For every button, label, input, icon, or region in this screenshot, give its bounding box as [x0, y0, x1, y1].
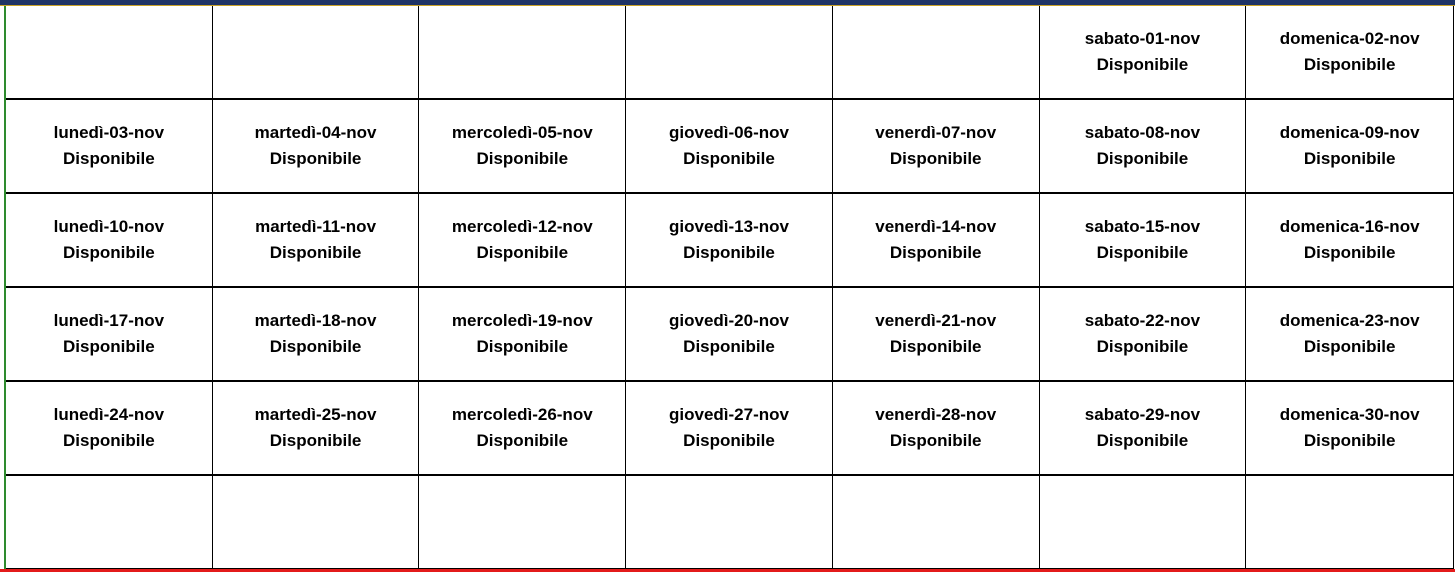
- cell-day-label: martedì-25-nov: [254, 405, 377, 424]
- cell-status-label: Disponibile: [683, 337, 775, 356]
- cell-status-label: Disponibile: [269, 337, 362, 356]
- cell-status-label: Disponibile: [476, 149, 569, 168]
- cell-status-label: Disponibile: [1303, 431, 1396, 450]
- cell-status-label: Disponibile: [889, 337, 982, 356]
- calendar-cell[interactable]: [419, 476, 626, 570]
- calendar-cell[interactable]: [213, 194, 420, 288]
- calendar-cell[interactable]: [626, 476, 833, 570]
- cell-day-label: giovedì-13-nov: [669, 217, 789, 236]
- calendar-cell[interactable]: [213, 476, 420, 570]
- calendar-cell[interactable]: [6, 476, 213, 570]
- cell-status-label: Disponibile: [476, 431, 569, 450]
- calendar-cell[interactable]: [1246, 6, 1453, 100]
- cell-day-label: giovedì-20-nov: [669, 311, 789, 330]
- calendar-cell[interactable]: [626, 6, 833, 100]
- calendar-cell[interactable]: [6, 194, 213, 288]
- calendar-cell[interactable]: [833, 194, 1040, 288]
- calendar-cell[interactable]: [213, 382, 420, 476]
- cell-status-label: Disponibile: [476, 243, 569, 262]
- calendar-cell[interactable]: [6, 100, 213, 194]
- calendar-cell[interactable]: [419, 194, 626, 288]
- cell-day-label: lunedì-17-nov: [53, 311, 165, 330]
- cell-day-label: sabato-29-nov: [1084, 405, 1201, 424]
- calendar-cell[interactable]: [213, 288, 420, 382]
- cell-status-label: Disponibile: [476, 337, 569, 356]
- calendar-cell[interactable]: [626, 288, 833, 382]
- calendar-cell[interactable]: [626, 194, 833, 288]
- cell-day-label: lunedì-24-nov: [53, 405, 165, 424]
- calendar-cell[interactable]: [213, 100, 420, 194]
- calendar-cell[interactable]: [1246, 476, 1453, 570]
- calendar-cell[interactable]: [833, 476, 1040, 570]
- cell-day-label: domenica-16-nov: [1279, 217, 1420, 236]
- cell-day-label: domenica-23-nov: [1279, 311, 1420, 330]
- calendar-cell[interactable]: [1040, 476, 1247, 570]
- calendar-cell[interactable]: [1246, 382, 1453, 476]
- cell-status-label: Disponibile: [63, 149, 155, 168]
- cell-status-label: Disponibile: [1303, 55, 1396, 74]
- calendar-cell[interactable]: [213, 6, 420, 100]
- cell-status-label: Disponibile: [1096, 337, 1189, 356]
- cell-status-label: Disponibile: [1303, 337, 1396, 356]
- cell-status-label: Disponibile: [683, 243, 775, 262]
- calendar-cell[interactable]: [419, 100, 626, 194]
- cell-day-label: sabato-22-nov: [1084, 311, 1201, 330]
- cell-day-label: martedì-11-nov: [255, 217, 377, 236]
- cell-status-label: Disponibile: [63, 431, 155, 450]
- cell-status-label: Disponibile: [269, 243, 362, 262]
- cell-day-label: venerdì-07-nov: [875, 123, 997, 142]
- cell-status-label: Disponibile: [1096, 149, 1189, 168]
- cell-day-label: mercoledì-12-nov: [451, 217, 593, 236]
- cell-day-label: giovedì-06-nov: [669, 123, 789, 142]
- cell-day-label: sabato-08-nov: [1084, 123, 1201, 142]
- cell-status-label: Disponibile: [1096, 243, 1189, 262]
- calendar-cell[interactable]: [6, 288, 213, 382]
- calendar-cell[interactable]: [1246, 288, 1453, 382]
- calendar-cell[interactable]: [626, 382, 833, 476]
- cell-day-label: venerdì-14-nov: [875, 217, 997, 236]
- cell-day-label: venerdì-28-nov: [875, 405, 997, 424]
- calendar-cell[interactable]: [1040, 382, 1247, 476]
- calendar-cell[interactable]: [833, 288, 1040, 382]
- cell-day-label: lunedì-10-nov: [53, 217, 165, 236]
- calendar-cell[interactable]: [1040, 100, 1247, 194]
- calendar-cell[interactable]: [1040, 288, 1247, 382]
- cell-day-label: mercoledì-26-nov: [451, 405, 593, 424]
- cell-status-label: Disponibile: [63, 337, 155, 356]
- calendar-cell[interactable]: [1040, 6, 1247, 100]
- cell-status-label: Disponibile: [889, 149, 982, 168]
- cell-day-label: domenica-30-nov: [1279, 405, 1420, 424]
- cell-day-label: venerdì-21-nov: [875, 311, 997, 330]
- cell-status-label: Disponibile: [1096, 431, 1189, 450]
- cell-day-label: giovedì-27-nov: [669, 405, 789, 424]
- cell-day-label: sabato-01-nov: [1084, 29, 1201, 48]
- cell-day-label: domenica-09-nov: [1279, 123, 1420, 142]
- cell-day-label: mercoledì-05-nov: [451, 123, 593, 142]
- cell-status-label: Disponibile: [269, 431, 362, 450]
- cell-status-label: Disponibile: [269, 149, 362, 168]
- cell-day-label: mercoledì-19-nov: [451, 311, 593, 330]
- cell-day-label: domenica-02-nov: [1279, 29, 1420, 48]
- cell-day-label: martedì-04-nov: [254, 123, 377, 142]
- calendar-cell[interactable]: [6, 6, 213, 100]
- cell-status-label: Disponibile: [1303, 243, 1396, 262]
- cell-status-label: Disponibile: [889, 431, 982, 450]
- cell-status-label: Disponibile: [683, 431, 775, 450]
- cell-status-label: Disponibile: [1096, 55, 1189, 74]
- calendar-cell[interactable]: [1246, 194, 1453, 288]
- calendar-cell[interactable]: [419, 288, 626, 382]
- cell-status-label: Disponibile: [63, 243, 155, 262]
- calendar-cell[interactable]: [626, 100, 833, 194]
- cell-day-label: sabato-15-nov: [1084, 217, 1201, 236]
- cell-status-label: Disponibile: [1303, 149, 1396, 168]
- calendar-cell[interactable]: [6, 382, 213, 476]
- calendar-cell[interactable]: [1246, 100, 1453, 194]
- cell-status-label: Disponibile: [889, 243, 982, 262]
- calendar-cell[interactable]: [1040, 194, 1247, 288]
- cell-status-label: Disponibile: [683, 149, 775, 168]
- calendar-cell[interactable]: [833, 382, 1040, 476]
- calendar-cell[interactable]: [419, 6, 626, 100]
- cell-day-label: martedì-18-nov: [254, 311, 377, 330]
- calendar-cell[interactable]: [833, 100, 1040, 194]
- cell-day-label: lunedì-03-nov: [53, 123, 165, 142]
- calendar-cell[interactable]: [419, 382, 626, 476]
- calendar-grid: [6, 6, 1454, 570]
- calendar-cell[interactable]: [833, 6, 1040, 100]
